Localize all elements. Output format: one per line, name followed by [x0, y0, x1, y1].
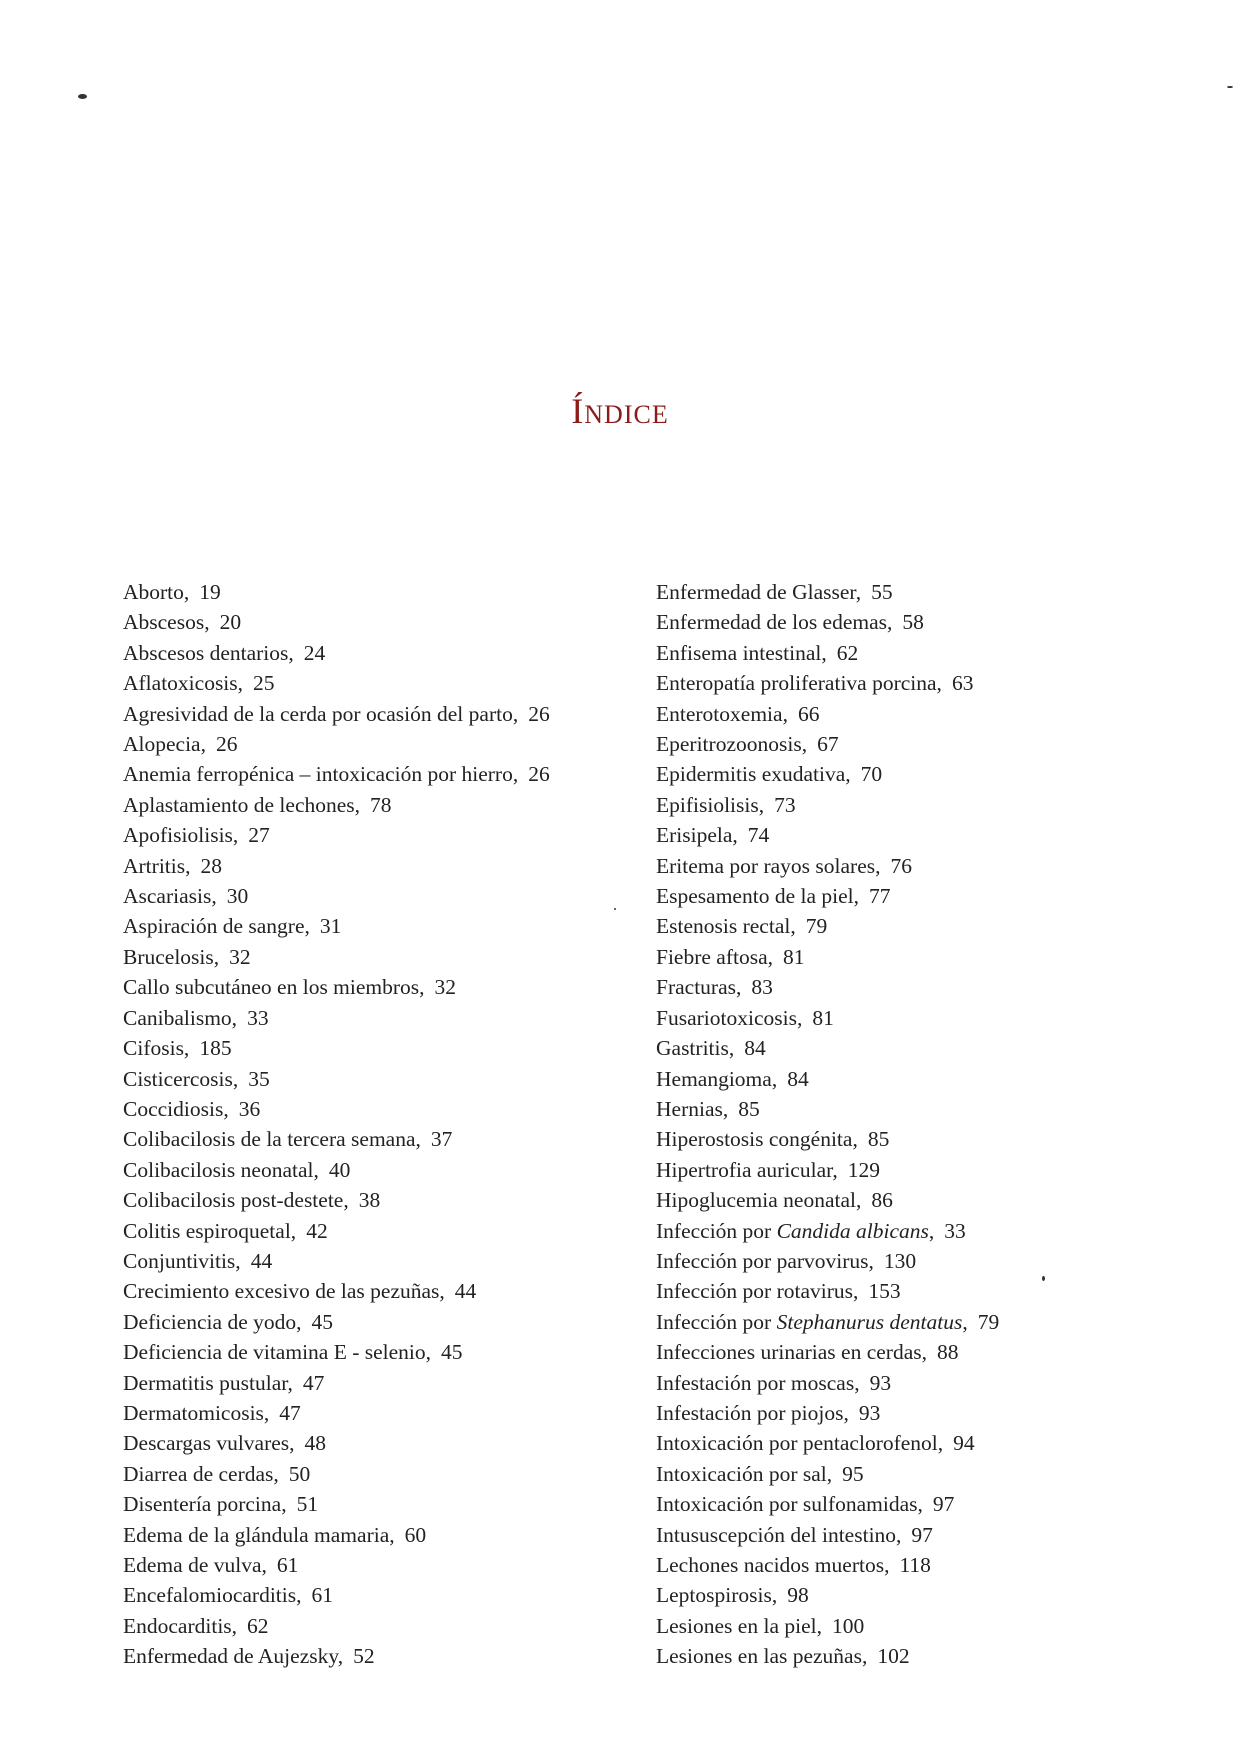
index-page-number: 42 — [306, 1218, 328, 1243]
index-entry — [123, 1580, 643, 1610]
index-page-number: 24 — [303, 640, 326, 665]
index-term: Aplastamiento de lechones, — [123, 792, 361, 817]
index-page-number: 32 — [434, 975, 457, 1000]
index-entry — [123, 1094, 643, 1124]
index-term: Hipoglucemia neonatal, — [656, 1188, 862, 1213]
index-entry — [656, 729, 1196, 759]
index-entry — [656, 668, 1196, 698]
index-column-left — [123, 577, 643, 1672]
index-page-number: 86 — [871, 1188, 893, 1213]
index-entry — [123, 1033, 643, 1063]
index-entry — [656, 1641, 1196, 1671]
index-page-number: 63 — [951, 671, 974, 696]
index-page-number: 45 — [441, 1340, 463, 1365]
index-entry — [123, 699, 643, 729]
index-entry — [656, 1368, 1196, 1398]
index-term: Anemia ferropénica – intoxicación por hierro, — [123, 762, 519, 787]
index-page-number: 88 — [937, 1340, 959, 1365]
index-page-number: 97 — [932, 1492, 955, 1517]
index-page-number: 40 — [328, 1157, 351, 1182]
index-term-italic: Candida albicans — [776, 1218, 929, 1243]
index-page-number: 67 — [817, 732, 839, 757]
page-title — [0, 390, 1240, 432]
index-page-number: 62 — [247, 1613, 269, 1638]
index-term: Lechones nacidos muertos, — [656, 1553, 890, 1577]
index-entry — [123, 1276, 643, 1306]
index-term: Deficiencia de yodo, — [123, 1309, 302, 1334]
index-entry — [123, 1246, 643, 1276]
index-term: Abscesos, — [123, 610, 210, 635]
index-term: Dermatitis pustular, — [123, 1370, 293, 1395]
index-term: Fracturas, — [656, 975, 742, 1000]
index-page-number: 83 — [751, 975, 773, 1000]
index-entry — [123, 729, 643, 759]
index-term: Colitis espiroquetal, — [123, 1218, 297, 1243]
index-term: Enfermedad de Glasser, — [656, 580, 862, 604]
index-term: Leptospirosis, — [656, 1583, 778, 1608]
index-term: Enfisema intestinal, — [656, 640, 827, 665]
index-entry — [656, 942, 1196, 972]
index-term: Hipertrofia auricular, — [656, 1157, 838, 1182]
index-entry — [123, 1398, 643, 1428]
index-page-number: 47 — [279, 1400, 301, 1425]
index-page-number: 33 — [247, 1005, 269, 1030]
index-term: Colibacilosis neonatal, — [123, 1157, 319, 1182]
index-entry — [123, 1003, 643, 1033]
index-term: Colibacilosis post-destete, — [123, 1188, 349, 1213]
index-page-number: 85 — [738, 1096, 760, 1121]
index-page-number: 70 — [860, 762, 883, 787]
index-page-number: 97 — [911, 1522, 933, 1547]
ink-speck — [1227, 86, 1233, 88]
index-entry — [123, 1368, 643, 1398]
index-page-number: 19 — [199, 580, 221, 604]
index-entry — [123, 1185, 643, 1215]
index-entry — [123, 1124, 643, 1154]
index-page-number: 58 — [902, 610, 924, 635]
index-term: Infección por — [656, 1218, 772, 1243]
index-term: Epifisiolisis, — [656, 792, 765, 817]
index-page-number: 153 — [868, 1279, 901, 1304]
index-term: Canibalismo, — [123, 1005, 238, 1030]
index-term: Eperitrozoonosis, — [656, 732, 808, 757]
index-term-punct: , — [928, 1218, 935, 1243]
index-entry — [656, 699, 1196, 729]
index-entry — [656, 972, 1196, 1002]
index-term: Brucelosis, — [123, 944, 220, 969]
index-entry — [123, 1641, 643, 1671]
index-page-number: 95 — [842, 1461, 864, 1486]
index-entry — [123, 881, 643, 911]
index-term: Epidermitis exudativa, — [656, 762, 851, 787]
index-term: Estenosis rectal, — [656, 914, 796, 939]
index-page-number: 28 — [200, 853, 222, 878]
index-term: Disentería porcina, — [123, 1492, 287, 1517]
index-term: Gastritis, — [656, 1036, 735, 1061]
index-entry — [123, 942, 643, 972]
index-term: Intoxicación por sal, — [656, 1461, 833, 1486]
page-title-rest: NDICE — [584, 400, 669, 429]
index-term: Enterotoxemia, — [656, 701, 788, 726]
index-entry — [656, 881, 1196, 911]
index-term: Aflatoxicosis, — [123, 671, 244, 696]
index-entry — [656, 1155, 1196, 1185]
index-page-number: 20 — [219, 610, 242, 635]
index-page-number: 76 — [890, 853, 912, 878]
index-entry — [123, 1489, 643, 1519]
index-page-number: 130 — [883, 1248, 917, 1273]
index-entry — [656, 1094, 1196, 1124]
index-term: Edema de la glándula mamaria, — [123, 1522, 395, 1547]
index-term: Deficiencia de vitamina E - selenio, — [123, 1340, 432, 1365]
index-page-number: 31 — [319, 914, 342, 939]
index-page-number: 45 — [311, 1309, 333, 1334]
index-term: Abscesos dentarios, — [123, 640, 294, 665]
index-entry — [123, 820, 643, 850]
index-entry — [123, 1428, 643, 1458]
index-term: Descargas vulvares, — [123, 1431, 295, 1456]
index-term: Crecimiento excesivo de las pezuñas, — [123, 1279, 445, 1304]
index-page-number: 93 — [858, 1400, 881, 1425]
index-term: Lesiones en las pezuñas, — [656, 1644, 868, 1669]
index-entry — [656, 577, 1196, 607]
index-page-number: 84 — [744, 1036, 766, 1061]
index-page-number: 25 — [253, 671, 275, 696]
index-page-number: 102 — [877, 1644, 910, 1669]
index-page-number: 100 — [831, 1613, 865, 1638]
index-page-number: 61 — [311, 1583, 333, 1608]
index-entry — [656, 1398, 1196, 1428]
index-term: Hernias, — [656, 1096, 729, 1121]
index-term: Infestación por piojos, — [656, 1400, 849, 1425]
index-page-number: 51 — [296, 1492, 319, 1517]
index-term: Diarrea de cerdas, — [123, 1461, 279, 1486]
index-entry — [656, 1033, 1196, 1063]
index-entry — [656, 911, 1196, 941]
index-entry — [123, 1611, 643, 1641]
index-term: Colibacilosis de la tercera semana, — [123, 1127, 421, 1152]
index-entry — [123, 668, 643, 698]
index-page-number: 98 — [787, 1583, 809, 1608]
index-entry — [123, 577, 643, 607]
index-page-number: 27 — [248, 823, 270, 848]
index-entry — [656, 1307, 1196, 1337]
index-entry — [656, 1185, 1196, 1215]
index-page-number: 129 — [847, 1157, 881, 1182]
index-page-number: 38 — [358, 1188, 381, 1213]
index-page-number: 85 — [867, 1127, 890, 1152]
index-page-number: 44 — [454, 1279, 477, 1304]
index-term: Intoxicación por sulfonamidas, — [656, 1492, 923, 1517]
index-entry — [123, 1520, 643, 1550]
index-entry — [656, 1489, 1196, 1519]
index-term: Ascariasis, — [123, 884, 217, 909]
index-page-number: 30 — [226, 884, 249, 909]
index-term: Enfermedad de Aujezsky, — [123, 1644, 344, 1669]
index-entry — [656, 1064, 1196, 1094]
index-term: Hiperostosis congénita, — [656, 1127, 858, 1152]
index-entry — [656, 1276, 1196, 1306]
index-page-number: 73 — [774, 792, 796, 817]
index-entry — [656, 820, 1196, 850]
index-page-number: 52 — [353, 1644, 375, 1669]
index-page-number: 93 — [869, 1370, 892, 1395]
index-term: Hemangioma, — [656, 1066, 778, 1091]
index-page-number: 62 — [836, 640, 859, 665]
index-entry — [656, 1550, 1196, 1580]
index-term: Enfermedad de los edemas, — [656, 610, 893, 635]
index-entry — [123, 638, 643, 668]
index-entry — [123, 1337, 643, 1367]
index-term: Eritema por rayos solares, — [656, 853, 881, 878]
index-entry — [123, 1155, 643, 1185]
index-term: Apofisiolisis, — [123, 823, 239, 848]
index-page-number: 55 — [871, 580, 893, 604]
index-page-number: 84 — [787, 1066, 809, 1091]
index-entry — [123, 972, 643, 1002]
index-term: Intususcepción del intestino, — [656, 1522, 902, 1547]
index-term: Encefalomiocarditis, — [123, 1583, 302, 1608]
index-page-number: 81 — [812, 1005, 834, 1030]
index-entry — [656, 1246, 1196, 1276]
index-entry — [656, 1611, 1196, 1641]
index-page-number: 185 — [199, 1036, 232, 1061]
index-page-number: 26 — [215, 732, 238, 757]
index-term: Intoxicación por pentaclorofenol, — [656, 1431, 944, 1456]
index-entry — [123, 911, 643, 941]
index-entry — [656, 759, 1196, 789]
index-term: Enteropatía proliferativa porcina, — [656, 671, 942, 696]
index-term: Infecciones urinarias en cerdas, — [656, 1340, 927, 1365]
index-term: Lesiones en la piel, — [656, 1613, 822, 1638]
index-page-number: 94 — [953, 1431, 975, 1456]
index-term: Alopecia, — [123, 732, 206, 757]
index-term: Cifosis, — [123, 1036, 190, 1061]
index-page-number: 74 — [747, 823, 770, 848]
index-term-punct: , — [962, 1309, 968, 1334]
index-term: Dermatomicosis, — [123, 1400, 270, 1425]
index-page-number: 66 — [797, 701, 820, 726]
index-page-number: 81 — [783, 944, 805, 969]
index-page-number: 48 — [304, 1431, 327, 1456]
index-page-number: 77 — [869, 884, 891, 909]
index-page-number: 61 — [276, 1553, 299, 1577]
index-entry — [656, 1459, 1196, 1489]
index-entry — [656, 638, 1196, 668]
index-entry — [123, 759, 643, 789]
index-page-number: 47 — [302, 1370, 325, 1395]
index-entry — [656, 790, 1196, 820]
ink-speck — [78, 94, 87, 99]
index-page-number: 79 — [805, 914, 828, 939]
index-entry — [123, 1459, 643, 1489]
index-term: Infección por — [656, 1309, 772, 1334]
index-page-number: 118 — [899, 1553, 931, 1577]
index-term: Fiebre aftosa, — [656, 944, 774, 969]
index-page-number: 37 — [430, 1127, 453, 1152]
index-term: Espesamento de la piel, — [656, 884, 859, 909]
index-entry — [656, 607, 1196, 637]
index-entry — [656, 1580, 1196, 1610]
index-entry — [656, 1216, 1196, 1246]
index-page-number: 44 — [250, 1248, 273, 1273]
index-term: Aspiración de sangre, — [123, 914, 310, 939]
index-entry — [123, 1307, 643, 1337]
index-entry — [656, 851, 1196, 881]
index-entry — [656, 1124, 1196, 1154]
index-entry — [656, 1520, 1196, 1550]
index-page-number: 32 — [229, 944, 251, 969]
index-column-right — [656, 577, 1196, 1672]
index-page-number: 60 — [404, 1522, 427, 1547]
index-term: Callo subcutáneo en los miembros, — [123, 975, 425, 1000]
index-term: Artritis, — [123, 853, 191, 878]
index-term: Agresividad de la cerda por ocasión del parto, — [123, 701, 519, 726]
index-page-number: 35 — [248, 1066, 270, 1091]
index-entry — [656, 1003, 1196, 1033]
page-title-initial: Í — [571, 391, 585, 431]
index-term: Infección por rotavirus, — [656, 1279, 859, 1304]
index-entry — [123, 790, 643, 820]
index-term: Coccidiosis, — [123, 1096, 229, 1121]
index-page-number: 50 — [288, 1461, 311, 1486]
index-entry — [656, 1428, 1196, 1458]
index-entry — [123, 607, 643, 637]
index-entry — [656, 1337, 1196, 1367]
index-term: Infestación por moscas, — [656, 1370, 860, 1395]
index-term: Edema de vulva, — [123, 1553, 267, 1577]
index-entry — [123, 1216, 643, 1246]
index-entry — [123, 1550, 643, 1580]
index-term-italic: Stephanurus dentatus — [776, 1309, 963, 1334]
index-term: Endocarditis, — [123, 1613, 238, 1638]
index-term: Cisticercosis, — [123, 1066, 239, 1091]
index-page-number: 33 — [944, 1218, 966, 1243]
index-term: Conjuntivitis, — [123, 1248, 241, 1273]
index-entry — [123, 1064, 643, 1094]
index-term: Fusariotoxicosis, — [656, 1005, 803, 1030]
index-page-number: 79 — [977, 1309, 1000, 1334]
index-term: Aborto, — [123, 580, 190, 604]
index-term: Infección por parvovirus, — [656, 1248, 874, 1273]
index-term: Erisipela, — [656, 823, 738, 848]
index-page-number: 26 — [528, 701, 550, 726]
index-page-number: 26 — [528, 762, 550, 787]
index-entry — [123, 851, 643, 881]
index-page-number: 36 — [238, 1096, 261, 1121]
index-page-number: 78 — [370, 792, 392, 817]
